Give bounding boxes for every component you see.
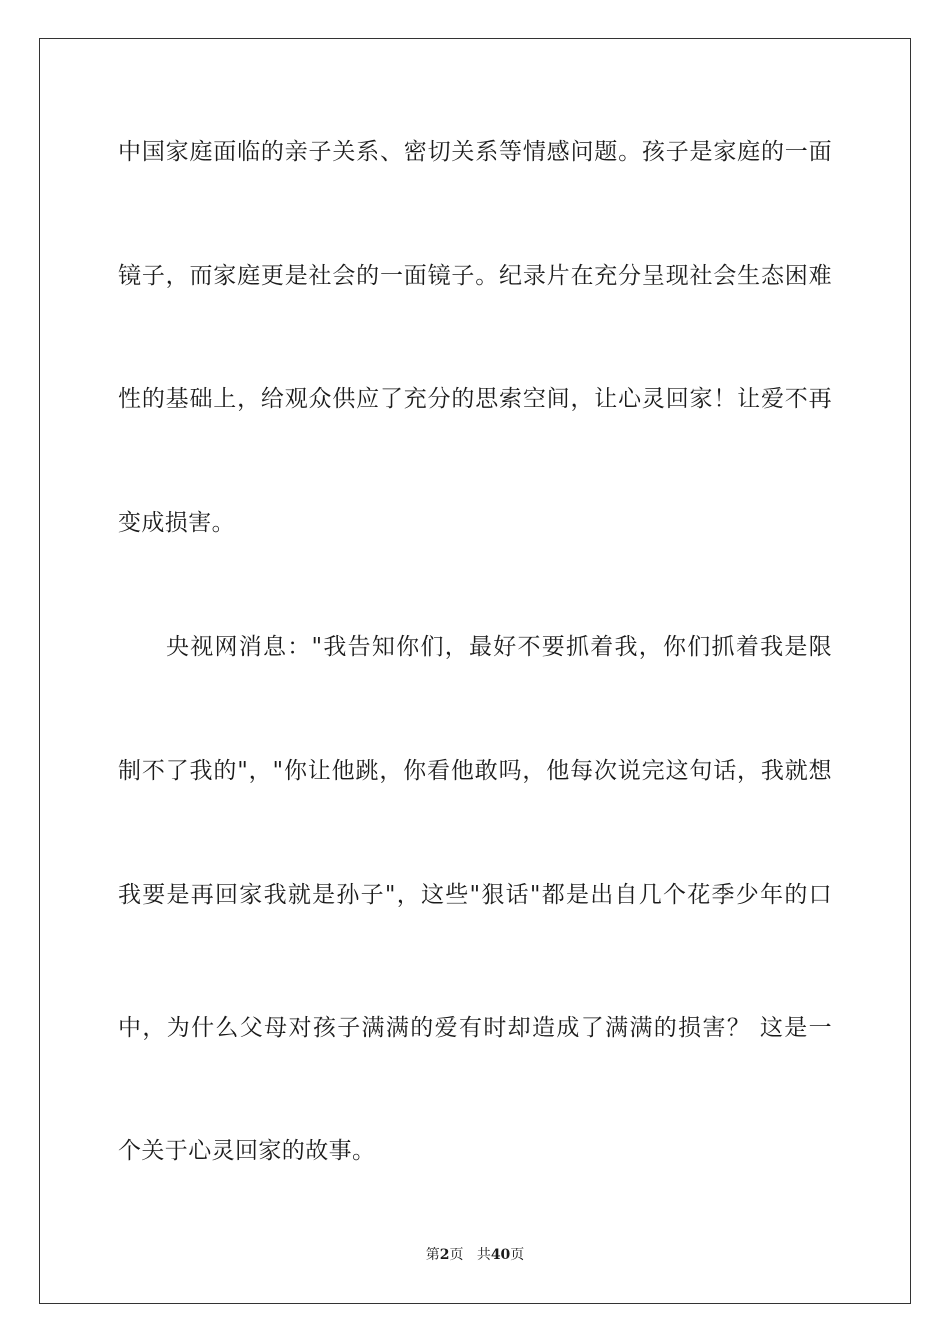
page-number: 2: [439, 1247, 450, 1263]
total-pages: 40: [490, 1247, 511, 1263]
page-footer: [0, 1246, 950, 1264]
body-text-line-7: 我要是再回家我就是孙子"，这些"狠话"都是出自几个花季少年的口: [118, 882, 832, 908]
body-text-line-9: 个关于心灵回家的故事。: [118, 1138, 376, 1164]
body-text-line-8: 中，为什么父母对孩子满满的爱有时却造成了满满的损害？ 这是一: [118, 1015, 832, 1041]
body-text-line-5: 央视网消息："我告知你们，最好不要抓着我，你们抓着我是限: [166, 634, 832, 660]
page-prefix: 第: [425, 1247, 440, 1263]
page-border: [39, 38, 911, 1304]
page-suffix: 页: [449, 1247, 464, 1263]
body-text-line-1: 中国家庭面临的亲子关系、密切关系等情感问题。孩子是家庭的一面: [118, 139, 832, 165]
total-prefix: 共: [476, 1247, 491, 1263]
total-suffix: 页: [510, 1247, 525, 1263]
body-text-line-6: 制不了我的"，"你让他跳，你看他敢吗，他每次说完这句话，我就想: [118, 758, 832, 784]
body-text-line-4: 变成损害。: [118, 510, 235, 536]
body-text-line-3: 性的基础上，给观众供应了充分的思索空间，让心灵回家！让爱不再: [118, 386, 832, 412]
body-text-line-2: 镜子，而家庭更是社会的一面镜子。纪录片在充分呈现社会生态困难: [118, 263, 832, 289]
